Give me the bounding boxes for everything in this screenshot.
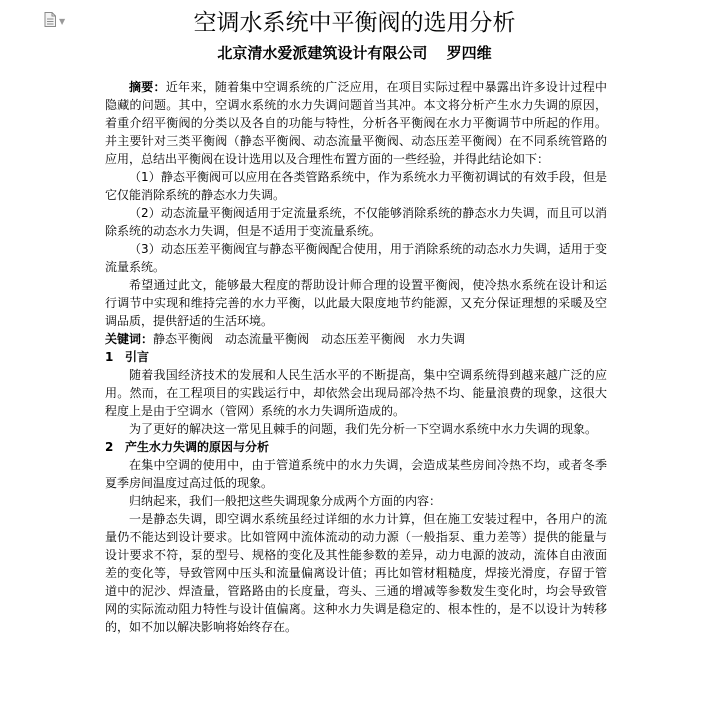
section-1-paragraph-1: 随着我国经济技术的发展和人民生活水平的不断提高，集中空调系统得到越来越广泛的应用。然而，在工程项目的实践运行中，却依然会出现局部冷热不均、能量浪费的现象，这很大程度上是由于空调水（管网）系统的水力失调所造成的。 [105, 368, 607, 418]
company-name: 北京清水爱派建筑设计有限公司 [217, 44, 428, 62]
section-heading-1 [105, 348, 607, 366]
section-1-paragraph-2: 为了更好的解决这一常见且棘手的问题，我们先分析一下空调水系统中水力失调的现象。 [129, 422, 598, 436]
keyword-item: 水力失调 [417, 332, 466, 346]
byline [0, 43, 709, 63]
abstract-intro [105, 78, 607, 168]
section-number: 1 [105, 350, 114, 364]
section-number: 2 [105, 440, 114, 454]
abstract-point-3: （3）动态压差平衡阀宜与静态平衡阀配合使用，用于消除系统的动态水力失调，适用于变流量系统。 [105, 242, 607, 274]
keyword-item: 动态压差平衡阀 [321, 332, 406, 346]
keyword-item: 静态平衡阀 [153, 332, 214, 346]
keywords-label: 关键词： [105, 332, 154, 346]
section-2-paragraph-1: 在集中空调的使用中，由于管道系统中的水力失调，会造成某些房间冷热不均，或者冬季夏季房间温度过高过低的现象。 [105, 458, 607, 490]
page-title: 空调水系统中平衡阀的选用分析 [193, 10, 516, 36]
abstract-point-2: （2）动态流量平衡阀适用于定流量系统，不仅能够消除系统的静态水力失调，而且可以消除系统的动态水力失调，但是不适用于变流量系统。 [105, 206, 607, 238]
section-title: 引言 [125, 350, 150, 364]
section-2-paragraph-3: 一是静态失调，即空调水系统虽经过详细的水力计算，但在施工安装过程中，各用户的流量仍不能达到设计要求。比如管网中流体流动的动力源（一般指泵、重力差等）提供的能量与设计要求不符，泵的型号、规格的变化及其性能参数的差异，动力电源的波动，流体自由液面差的变化等，导致管网中压头和流量偏离设计值；再比如管材粗糙度，焊接光滑度，存留于管道中的泥沙、焊渣量，管路路由的长度量，弯头、三通的增减等参数发生变化时，均会导致管网的实际流动阻力特性与设计值偏离。这种水力失调是稳定的、根本性的，是不以设计为转移的，如不加以解决影响将始终存在。 [105, 512, 607, 634]
document-body [105, 78, 607, 636]
keywords-line [105, 330, 607, 348]
abstract-intro-text: 近年来，随着集中空调系统的广泛应用，在项目实际过程中暴露出许多设计过程中隐藏的问题。其中，空调水系统的水力失调问题首当其冲。本文将分析产生水力失调的原因，着重介绍平衡阀的分类以及各自的功能与特性，分析各平衡阀在水力平衡调节中所起的作用。并主要针对三类平衡阀（静态平衡阀、动态流量平衡阀、动态压差平衡阀）在不同系统管路的应用，总结出平衡阀在设计选用以及合理性布置方面的一些经验，并得此结论如下： [105, 80, 607, 166]
chevron-down-icon: ▼ [59, 17, 66, 26]
abstract-point-1: （1）静态平衡阀可以应用在各类管路系统中，作为系统水力平衡初调试的有效手段，但是它仅能消除系统的静态水力失调。 [105, 170, 607, 202]
section-2-paragraph-2: 归纳起来，我们一般把这些失调现象分成两个方面的内容： [129, 494, 442, 508]
keyword-item: 动态流量平衡阀 [225, 332, 310, 346]
section-heading-2 [105, 438, 607, 456]
section-title: 产生水力失调的原因与分析 [125, 440, 270, 454]
abstract-label: 摘要： [129, 80, 166, 94]
abstract-closing: 希望通过此文，能够最大程度的帮助设计师合理的设置平衡阀，使冷热水系统在设计和运行调节中实现和维持完善的水力平衡，以此最大限度地节约能源，又充分保证理想的采暖及空调品质，提供舒适的生活环境。 [105, 278, 607, 328]
author-name: 罗四维 [446, 44, 492, 62]
